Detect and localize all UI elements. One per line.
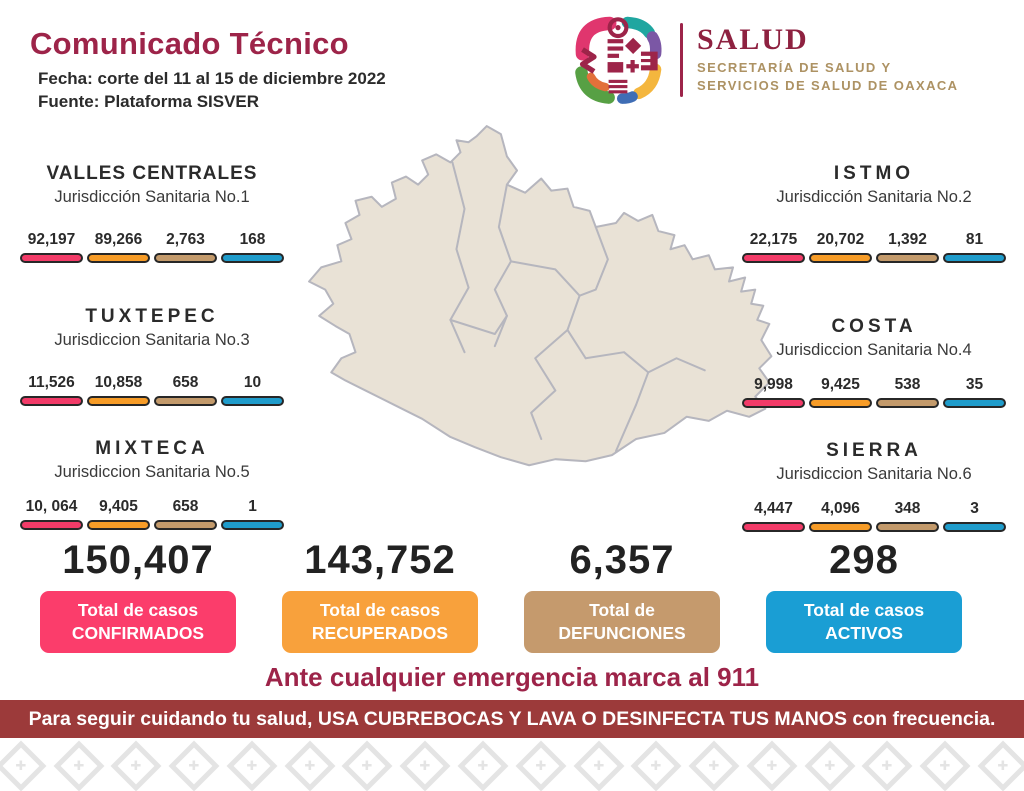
report-meta [38,68,386,114]
active-bar [943,522,1006,532]
greca-diamond-icon [284,741,335,791]
region-stats [20,231,284,263]
region-jurisdiction: Jurisdiccion Sanitaria No.4 [776,341,972,359]
deaths-count: 1,392 [888,231,927,248]
label-line-1: Total de casos [77,600,199,621]
confirmed-bar [20,520,83,530]
deaths-count: 658 [172,374,199,391]
logo-divider [680,23,683,97]
deaths-bar [154,253,217,263]
region-valles-centrales [20,163,284,263]
greca-diamond-icon [573,741,624,791]
health-banner: Para seguir cuidando tu salud, USA CUBREBOCAS Y LAVA O DESINFECTA TUS MANOS con frecuencia. [0,700,1024,738]
greca-diamond-icon [920,741,971,791]
total-deaths-value: 6,357 [569,538,675,582]
region-jurisdiction: Jurisdiccion Sanitaria No.6 [776,465,972,483]
label-line-2: RECUPERADOS [311,623,449,643]
total-deaths-label [524,591,720,653]
region-sierra [742,440,1006,532]
date-line: Fecha: corte del 11 al 15 de diciembre 2022 [38,69,386,88]
region-stats [20,498,284,530]
region-title: TUXTEPEC [85,306,219,327]
region-jurisdiction: Jurisdiccion Sanitaria No.5 [54,463,250,481]
greca-diamond-icon [169,741,220,791]
greca-diamond-icon [862,741,913,791]
greca-diamond-icon [53,741,104,791]
active-bar [221,396,284,406]
greca-pattern [0,740,1024,791]
region-tuxtepec [20,306,284,406]
region-stats [742,231,1006,263]
label-line-2: CONFIRMADOS [71,623,205,643]
active-bar [221,520,284,530]
recovered-count: 89,266 [94,231,143,248]
total-deaths [524,538,720,653]
greca-diamond-icon [804,741,855,791]
recovered-count: 9,405 [99,498,138,515]
confirmed-bar [742,398,805,408]
deaths-bar [154,396,217,406]
greca-diamond-icon [746,741,797,791]
total-recovered-value: 143,752 [304,538,456,582]
confirmed-count: 4,447 [754,500,793,517]
recovered-bar [809,522,872,532]
emergency-line: Ante cualquier emergencia marca al 911 [264,662,760,692]
confirmed-count: 11,526 [28,374,75,391]
deaths-bar [876,522,939,532]
greca-diamond-icon [111,741,162,791]
confirmed-bar [742,253,805,263]
totals-row [40,538,962,653]
label-line-2: DEFUNCIONES [558,623,686,643]
logo-wordmark: SALUD [697,23,809,57]
confirmed-bar [20,396,83,406]
region-costa [742,316,1006,408]
region-stats [742,376,1006,408]
total-active-label [766,591,962,653]
salud-logo-group [570,12,958,108]
recovered-count: 4,096 [821,500,860,517]
active-count: 3 [970,500,979,517]
recovered-bar [87,396,150,406]
region-title: COSTA [831,316,917,337]
region-mixteca [20,438,284,530]
total-active-value: 298 [829,538,899,582]
deaths-bar [876,253,939,263]
region-stats [742,500,1006,532]
greca-diamond-icon [977,741,1024,791]
greca-diamond-icon [400,741,451,791]
recovered-count: 9,425 [821,376,860,393]
confirmed-count: 22,175 [749,231,798,248]
active-count: 1 [248,498,257,515]
greca-diamond-icon [342,741,393,791]
recovered-count: 20,702 [816,231,865,248]
logo-text [697,25,958,94]
confirmed-bar [20,253,83,263]
region-title: MIXTECA [95,438,209,459]
total-confirmed-value: 150,407 [62,538,214,582]
region-jurisdiction: Jurisdicción Sanitaria No.1 [54,188,250,206]
deaths-bar [154,520,217,530]
label-line-1: Total de casos [803,600,925,621]
salud-emblem-icon [570,12,666,108]
confirmed-count: 10, 064 [25,498,78,515]
deaths-count: 658 [172,498,199,515]
greca-row [0,740,1024,784]
deaths-count: 348 [894,500,921,517]
label-line-1: Total de [589,600,655,621]
total-confirmed-label [40,591,236,653]
logo-subtitle-2: SERVICIOS DE SALUD DE OAXACA [697,78,959,93]
recovered-bar [809,398,872,408]
active-count: 35 [965,376,984,393]
total-recovered-label [282,591,478,653]
deaths-count: 2,763 [166,231,205,248]
recovered-bar [87,520,150,530]
deaths-bar [876,398,939,408]
region-title: VALLES CENTRALES [46,163,258,184]
logo-subtitle-1: SECRETARÍA DE SALUD Y [697,60,892,76]
confirmed-count: 9,998 [754,376,793,393]
greca-diamond-icon [458,741,509,791]
greca-diamond-icon [515,741,566,791]
active-count: 10 [243,374,262,391]
region-stats [20,374,284,406]
label-line-2: ACTIVOS [825,623,903,643]
active-bar [943,253,1006,263]
recovered-bar [87,253,150,263]
oaxaca-map [252,118,778,546]
recovered-bar [809,253,872,263]
page-title: Comunicado Técnico [30,26,349,61]
region-istmo [742,163,1006,263]
recovered-count: 10,858 [94,374,143,391]
active-count: 81 [965,231,984,248]
confirmed-bar [742,522,805,532]
active-bar [943,398,1006,408]
total-confirmed [40,538,236,653]
region-title: SIERRA [826,440,922,461]
deaths-count: 538 [894,376,921,393]
active-bar [221,253,284,263]
greca-diamond-icon [631,741,682,791]
confirmed-count: 92,197 [27,231,76,248]
region-jurisdiction: Jurisdicción Sanitaria No.2 [776,188,972,206]
region-title: ISTMO [833,163,915,184]
greca-diamond-icon [0,741,46,791]
total-active [766,538,962,653]
label-line-1: Total de casos [319,600,441,621]
active-count: 168 [239,231,266,248]
region-jurisdiction: Jurisdiccion Sanitaria No.3 [54,331,250,349]
greca-diamond-icon [226,741,277,791]
greca-diamond-icon [689,741,740,791]
source-line: Fuente: Plataforma SISVER [38,91,260,111]
total-recovered [282,538,478,653]
